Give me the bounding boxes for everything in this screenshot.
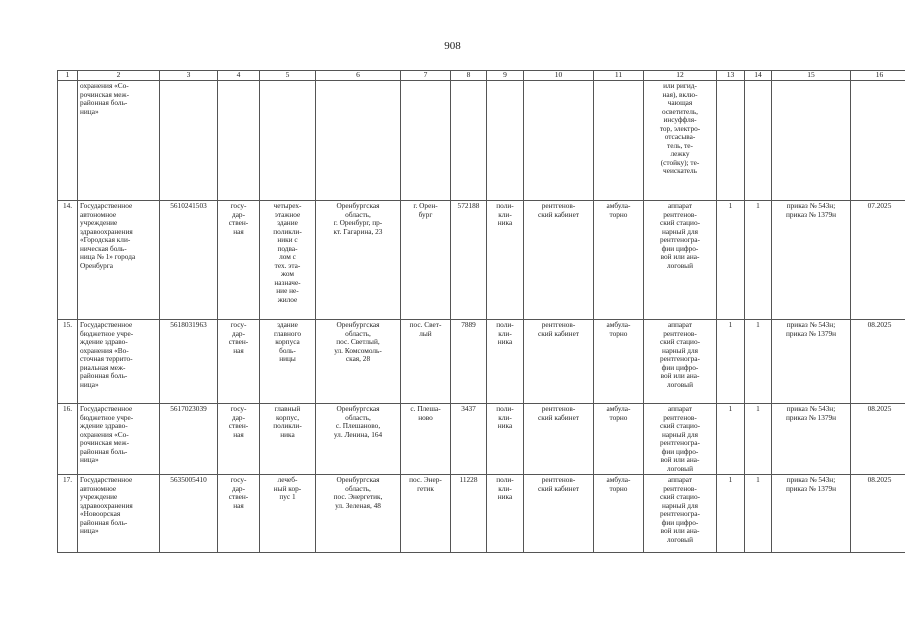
table-cell: аппарат рентгенов- ский стацио- нарный для рентгеногра- фии цифро- вой или ана- логовый [644,404,717,475]
table-cell: здание главного корпуса боль- ницы [260,320,316,404]
table-row [58,81,905,201]
table-cell: приказ № 543н; приказ № 1379н [772,404,851,475]
table-cell: приказ № 543н; приказ № 1379н [772,475,851,553]
table-cell: аппарат рентгенов- ский стацио- нарный для рентгеногра- фии цифро- вой или ана- логовый [644,320,717,404]
table-cell: госу- дар- ствен- ная [218,404,260,475]
table-row [58,320,905,404]
table-cell: 16. [58,404,78,475]
table-cell: 08.2025 [851,320,905,404]
table-cell: 14. [58,201,78,320]
table-cell: Оренбургская область, г. Оренбург, пр- кт. Гагарина, 23 [316,201,401,320]
table-row [58,201,905,320]
table-cell: поли- кли- ника [487,475,524,553]
table-cell: 5618031963 [160,320,218,404]
table-cell: 5635005410 [160,475,218,553]
table-cell: приказ № 543н; приказ № 1379н [772,201,851,320]
table-cell: или ригид- ная), вклю- чающая осветитель, инсуффля- тор, электро- отсасыва- тель, те- лежку (стойку); те- чеискатель [644,81,717,201]
table-cell: 1 [745,201,772,320]
table-cell: Государственное бюджетное учре- ждение здраво- охранения «Во- сточная террито- риальная меж- районная боль- ница» [78,320,160,404]
header-cell: 8 [451,71,487,81]
table-cell: Государственное автономное учреждение здравоохранения «Городская кли- ническая боль- ница № 1» города Оренбурга [78,201,160,320]
table-cell [160,81,218,201]
header-cell: 5 [260,71,316,81]
header-cell: 13 [717,71,745,81]
header-cell: 12 [644,71,717,81]
header-cell: 15 [772,71,851,81]
table-cell [401,81,451,201]
table-cell: 1 [717,475,745,553]
table-cell: приказ № 543н; приказ № 1379н [772,320,851,404]
table-cell: 11228 [451,475,487,553]
table-cell: 15. [58,320,78,404]
header-cell: 3 [160,71,218,81]
table-cell: госу- дар- ствен- ная [218,201,260,320]
table-cell: аппарат рентгенов- ский стацио- нарный для рентгеногра- фии цифро- вой или ана- логовый [644,201,717,320]
table-cell: 1 [745,475,772,553]
table-cell: охранения «Со- рочинская меж- районная боль- ница» [78,81,160,201]
header-cell: 9 [487,71,524,81]
table-cell [524,81,594,201]
table-cell: амбула- торно [594,201,644,320]
header-cell: 6 [316,71,401,81]
table-cell: 5617023039 [160,404,218,475]
table-cell: 1 [717,320,745,404]
table-cell: лечеб- ный кор- пус 1 [260,475,316,553]
table-cell: поли- кли- ника [487,404,524,475]
table-cell: 1 [745,404,772,475]
table-cell: четырех- этажное здание поликли- ники с подва- лом с тех. эта- жом назначе- ние не- жилое [260,201,316,320]
header-cell: 1 [58,71,78,81]
table-cell: амбула- торно [594,320,644,404]
header-cell: 2 [78,71,160,81]
table-cell: рентгенов- ский кабинет [524,404,594,475]
table-cell: рентгенов- ский кабинет [524,201,594,320]
table-cell [851,81,905,201]
table-cell: госу- дар- ствен- ная [218,475,260,553]
header-cell: 11 [594,71,644,81]
table-cell [745,81,772,201]
table-cell: поли- кли- ника [487,320,524,404]
table-cell: 572188 [451,201,487,320]
table-cell: 1 [717,404,745,475]
header-cell: 4 [218,71,260,81]
page-number: 908 [444,40,461,52]
table-cell: 08.2025 [851,475,905,553]
table-cell [487,81,524,201]
table-cell: с. Плеша- ново [401,404,451,475]
table-cell: 3437 [451,404,487,475]
table-cell: госу- дар- ствен- ная [218,320,260,404]
header-cell: 7 [401,71,451,81]
table-cell: 5610241503 [160,201,218,320]
table-cell: Государственное бюджетное учре- ждение здраво- охранения «Со- рочинская меж- районная боль- ница» [78,404,160,475]
table-cell: главный корпус, поликли- ника [260,404,316,475]
table-cell: 08.2025 [851,404,905,475]
table-cell: рентгенов- ский кабинет [524,475,594,553]
table-cell [717,81,745,201]
table-cell: Оренбургская область, с. Плешаново, ул. Ленина, 164 [316,404,401,475]
table-cell: Оренбургская область, пос. Светлый, ул. Комсомоль- ская, 28 [316,320,401,404]
header-cell: 10 [524,71,594,81]
table-cell [218,81,260,201]
table-cell: поли- кли- ника [487,201,524,320]
register-table [57,70,905,553]
table-cell: пос. Свет- лый [401,320,451,404]
table-cell: амбула- торно [594,475,644,553]
table-cell [594,81,644,201]
table-cell: 7889 [451,320,487,404]
table-cell: аппарат рентгенов- ский стацио- нарный для рентгеногра- фии цифро- вой или ана- логовый [644,475,717,553]
table-cell: 07.2025 [851,201,905,320]
header-cell: 16 [851,71,905,81]
table-cell [260,81,316,201]
table-cell: пос. Энер- гетик [401,475,451,553]
table-cell: Государственное автономное учреждение здравоохранения «Новоорская районная боль- ница» [78,475,160,553]
header-row [58,71,905,81]
table-cell [772,81,851,201]
table-cell: рентгенов- ский кабинет [524,320,594,404]
header-cell: 14 [745,71,772,81]
table-cell [316,81,401,201]
table-cell: 1 [745,320,772,404]
table-cell: амбула- торно [594,404,644,475]
table-cell: г. Орен- бург [401,201,451,320]
table-cell: Оренбургская область, пос. Энергетик, ул. Зеленая, 48 [316,475,401,553]
table-cell: 1 [717,201,745,320]
table-cell [451,81,487,201]
table-cell: 17. [58,475,78,553]
table-cell [58,81,78,201]
table-row [58,475,905,553]
table-row [58,404,905,475]
